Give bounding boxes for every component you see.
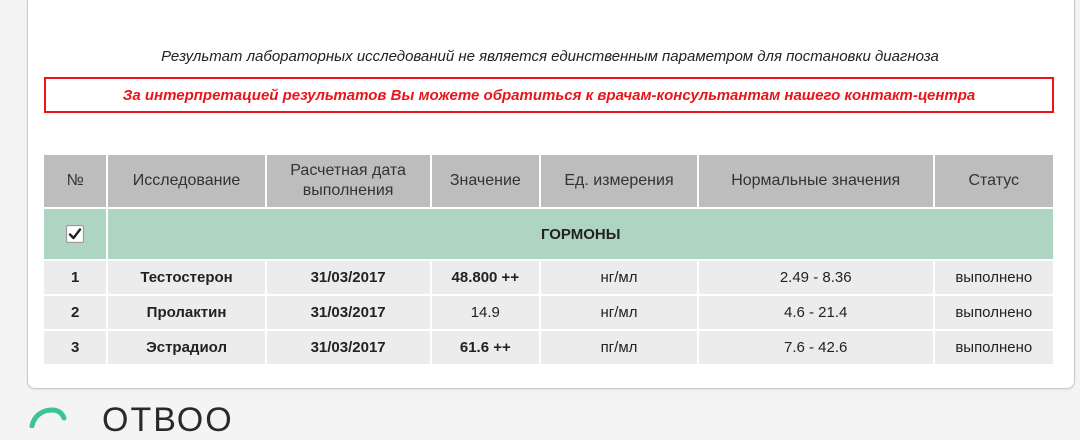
row-normal: 4.6 - 21.4 bbox=[699, 296, 933, 329]
row-normal: 2.49 - 8.36 bbox=[699, 261, 933, 294]
group-checkbox[interactable] bbox=[66, 225, 84, 243]
row-unit: нг/мл bbox=[541, 296, 697, 329]
group-row-hormones bbox=[44, 209, 1053, 259]
group-checkbox-cell[interactable] bbox=[44, 209, 106, 259]
checkmark-icon bbox=[68, 227, 82, 241]
row-normal: 7.6 - 42.6 bbox=[699, 331, 933, 364]
row-test: Пролактин bbox=[108, 296, 264, 329]
table-row bbox=[44, 331, 1053, 364]
row-status: выполнено bbox=[935, 331, 1053, 364]
col-header-status: Статус bbox=[935, 155, 1053, 207]
row-num: 2 bbox=[44, 296, 106, 329]
row-unit: пг/мл bbox=[541, 331, 697, 364]
logo-icon bbox=[28, 404, 68, 428]
col-header-date bbox=[267, 155, 430, 207]
row-status: выполнено bbox=[935, 296, 1053, 329]
col-header-date-line1: Расчетная дата bbox=[290, 162, 406, 179]
row-value: 61.6 ++ bbox=[432, 331, 540, 364]
table-row bbox=[44, 296, 1053, 329]
row-num: 1 bbox=[44, 261, 106, 294]
table-row bbox=[44, 261, 1053, 294]
group-name: ГОРМОНЫ bbox=[108, 209, 1053, 259]
row-date: 31/03/2017 bbox=[267, 296, 430, 329]
row-test: Эстрадиол bbox=[108, 331, 264, 364]
col-header-test: Исследование bbox=[108, 155, 264, 207]
consultation-alert bbox=[44, 77, 1054, 113]
row-status: выполнено bbox=[935, 261, 1053, 294]
row-value: 48.800 ++ bbox=[432, 261, 540, 294]
col-header-unit: Ед. измерения bbox=[541, 155, 697, 207]
col-header-num: № bbox=[44, 155, 106, 207]
col-header-date-line2: выполнения bbox=[302, 182, 394, 199]
row-value: 14.9 bbox=[432, 296, 540, 329]
col-header-normal: Нормальные значения bbox=[699, 155, 933, 207]
table-header-row bbox=[44, 155, 1053, 207]
alert-text: За интерпретацией результатов Вы можете обратиться к врачам-консультантам нашего контакт-центра bbox=[122, 86, 976, 104]
col-header-value: Значение bbox=[432, 155, 540, 207]
row-test: Тестостерон bbox=[108, 261, 264, 294]
row-unit: нг/мл bbox=[541, 261, 697, 294]
row-date: 31/03/2017 bbox=[267, 331, 430, 364]
row-date: 31/03/2017 bbox=[267, 261, 430, 294]
footer-partial-text: ОТВОО bbox=[102, 401, 234, 439]
disclaimer-text: Результат лабораторных исследований не является единственным параметром для постановки диагноза bbox=[161, 48, 939, 65]
row-num: 3 bbox=[44, 331, 106, 364]
results-table bbox=[42, 153, 1055, 366]
